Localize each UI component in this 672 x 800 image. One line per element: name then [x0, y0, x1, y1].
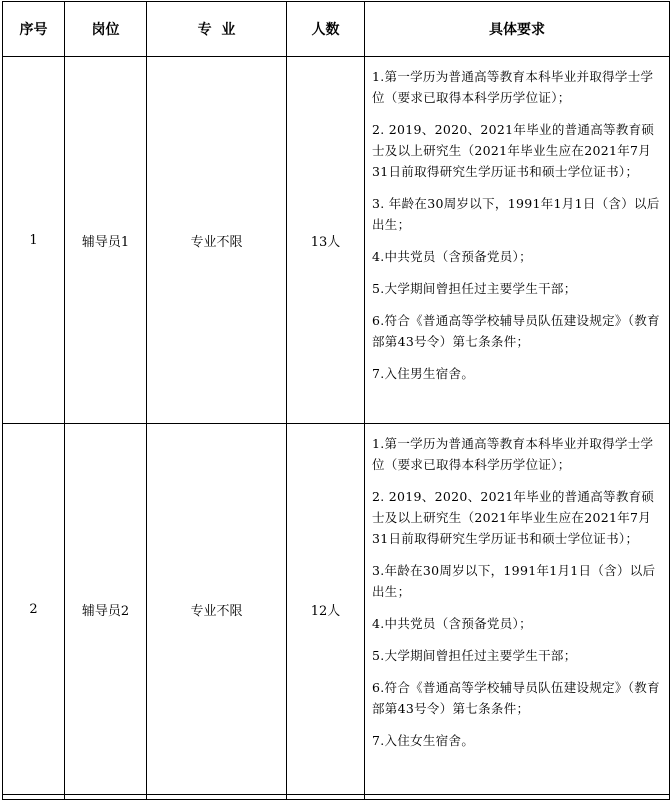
cell-major: 专业不限: [147, 424, 287, 795]
cell-position: 辅导员2: [65, 424, 147, 795]
recruitment-table: [2, 1, 670, 800]
requirement-item: 1.第一学历为普通高等教育本科毕业并取得学士学位（要求已取得本科学历学位证）；: [372, 69, 654, 105]
requirement-item: 2. 2019、2020、2021年毕业的普通高等教育硕士及以上研究生（2021年毕业生应在2021年7月31日前取得研究生学历证书和硕士学位证书）；: [372, 489, 655, 546]
header-count: 人数: [287, 2, 365, 57]
cell-position: 辅导员1: [65, 57, 147, 424]
requirement-item: 2. 2019、2020、2021年毕业的普通高等教育硕士及以上研究生（2021年毕业生应在2021年7月31日前取得研究生学历证书和硕士学位证书）；: [372, 122, 655, 179]
cell-requirements: [365, 424, 670, 795]
header-major: 专 业: [147, 2, 287, 57]
cell-seq: 2: [3, 424, 65, 795]
requirement-item: 4.中共党员（含预备党员）；: [372, 249, 532, 264]
header-seq: 序号: [3, 2, 65, 57]
table-row: [3, 57, 670, 424]
requirement-item: 5.大学期间曾担任过主要学生干部；: [372, 281, 577, 296]
cell-count: 12人: [287, 424, 365, 795]
requirement-item: 3.年龄在30周岁以下，1991年1月1日（含）以后出生；: [372, 563, 656, 599]
requirement-item: 1.第一学历为普通高等教育本科毕业并取得学士学位（要求已取得本科学历学位证）；: [372, 436, 654, 472]
requirement-item: 6.符合《普通高等学校辅导员队伍建设规定》（教育部第43号令）第七条条件；: [372, 313, 660, 349]
requirement-item: 3. 年龄在30周岁以下，1991年1月1日（含）以后出生；: [372, 196, 660, 232]
requirement-item: 7.入住男生宿舍。: [372, 366, 475, 381]
requirement-item: 4.中共党员（含预备党员）；: [372, 616, 532, 631]
header-row: [3, 2, 670, 57]
cell-count: 13人: [287, 57, 365, 424]
requirement-item: 7.入住女生宿舍。: [372, 733, 475, 748]
requirement-item: 5.大学期间曾担任过主要学生干部；: [372, 648, 577, 663]
cell-major: 专业不限: [147, 57, 287, 424]
header-position: 岗位: [65, 2, 147, 57]
table-row: [3, 424, 670, 795]
table-row-partial: [3, 795, 670, 800]
header-requirements: 具体要求: [365, 2, 670, 57]
requirement-item: 6.符合《普通高等学校辅导员队伍建设规定》（教育部第43号令）第七条条件；: [372, 680, 660, 716]
cell-seq: 1: [3, 57, 65, 424]
cell-requirements: [365, 57, 670, 424]
